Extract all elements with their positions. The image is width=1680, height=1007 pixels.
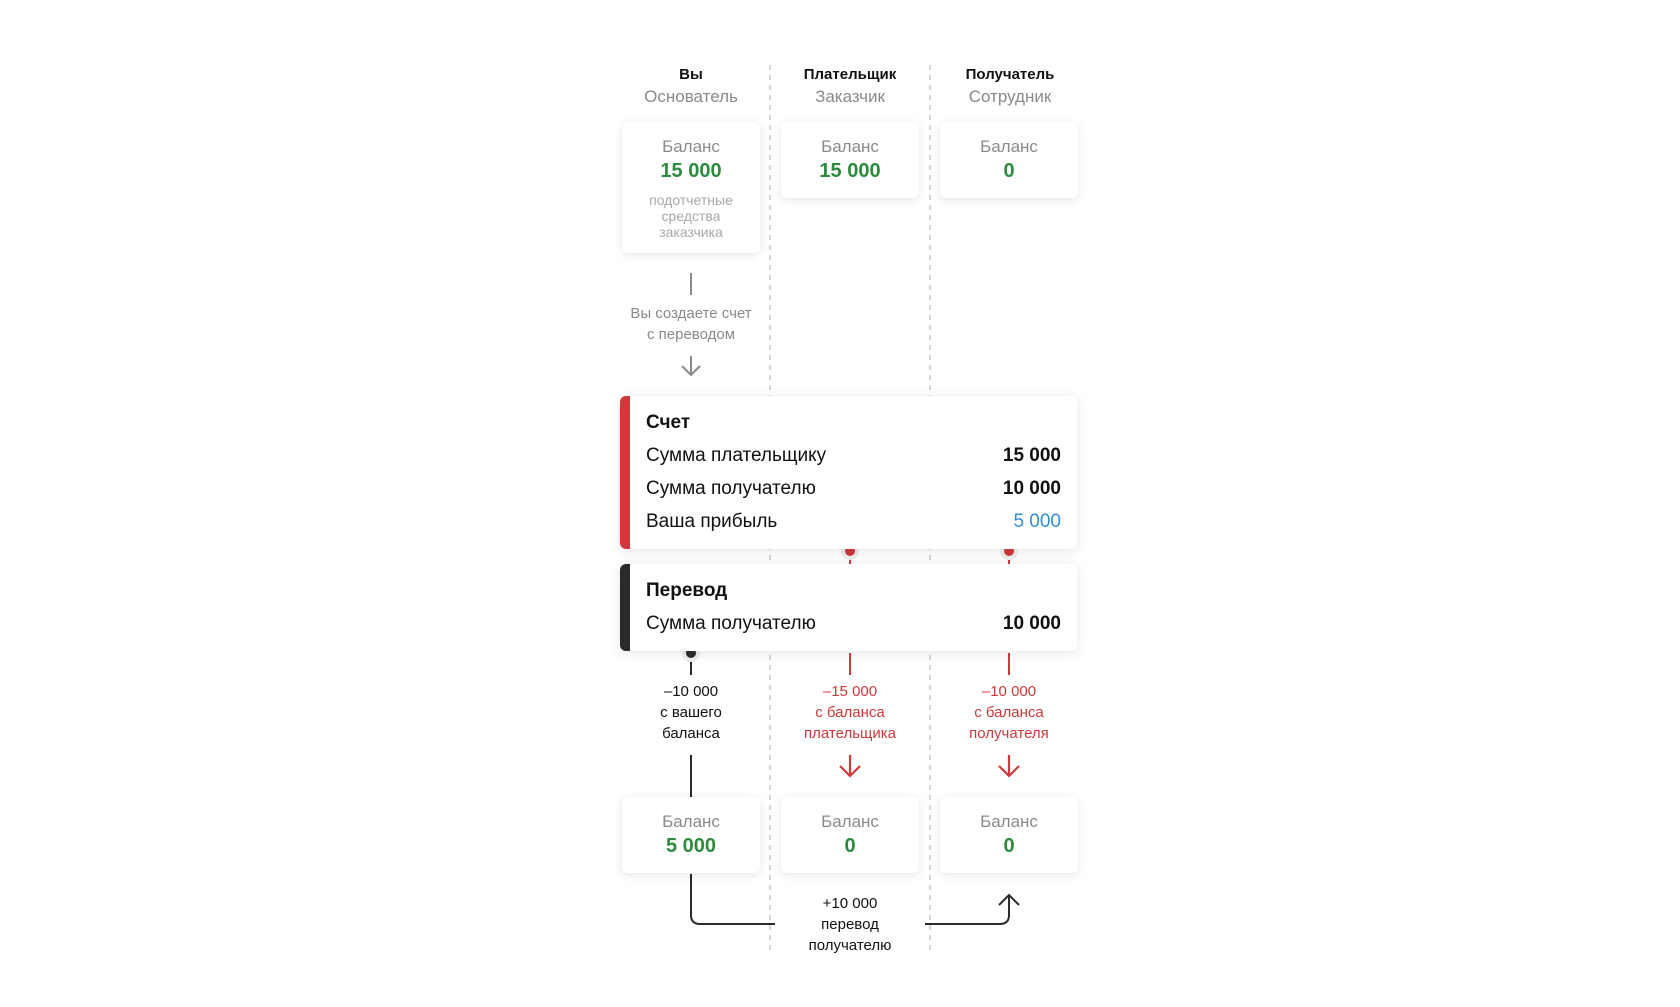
invoice-panel <box>620 396 1077 549</box>
balance-label: Баланс <box>821 812 879 831</box>
create-step-text <box>616 303 766 345</box>
deduction-arrow-icon-col3 <box>999 755 1019 776</box>
balance-label: Баланс <box>980 137 1038 156</box>
create-step-arrow-icon <box>682 356 700 375</box>
deduction-line-2: с вашего <box>660 704 722 721</box>
transfer-panel <box>620 564 1077 651</box>
balance-value: 15 000 <box>660 160 722 182</box>
transfer-row-value: 10 000 <box>1002 613 1061 634</box>
balance-card-recipient-initial <box>940 122 1078 198</box>
transfer-note-line-2: перевод <box>821 916 879 933</box>
invoice-row-label: Ваша прибыль <box>646 511 778 532</box>
deduction-line-2: с баланса <box>974 704 1044 721</box>
invoice-row <box>646 478 1061 500</box>
deduction-line-3: плательщика <box>804 725 896 742</box>
invoice-row-value: 15 000 <box>1002 445 1061 466</box>
column-role: Вы <box>679 66 703 83</box>
balance-note: подотчетные средства заказчика <box>649 192 733 240</box>
balance-value: 5 000 <box>665 835 717 857</box>
column-header-you <box>611 65 771 109</box>
balance-card-you-final <box>622 797 760 873</box>
deduction-text-payer <box>775 681 925 744</box>
balance-label: Баланс <box>980 812 1038 831</box>
balance-value: 0 <box>1003 835 1015 857</box>
deduction-arrow-icon-col2 <box>840 755 860 776</box>
balance-card-payer-final <box>781 797 919 873</box>
deduction-amount: –10 000 <box>981 683 1037 700</box>
create-step-line-1: Вы создаете счет <box>630 305 752 322</box>
deduction-text-recipient <box>934 681 1084 744</box>
transfer-row <box>646 613 1061 635</box>
transfer-title: Перевод <box>646 580 728 601</box>
deduction-amount: –15 000 <box>822 683 878 700</box>
column-role: Получатель <box>965 66 1055 83</box>
deduction-line-3: получателя <box>969 725 1049 742</box>
profit-value: 5 000 <box>1013 511 1061 532</box>
deduction-line-3: баланса <box>662 725 720 742</box>
balance-value: 0 <box>1003 160 1015 182</box>
transfer-accent-bar <box>620 564 630 651</box>
deduction-text-you <box>616 681 766 744</box>
deduction-line-2: с баланса <box>815 704 885 721</box>
balance-label: Баланс <box>821 137 879 156</box>
balance-label: Баланс <box>662 812 720 831</box>
invoice-row-label: Сумма получателю <box>646 478 816 499</box>
invoice-row <box>646 445 1061 467</box>
invoice-row-value: 10 000 <box>1002 478 1061 499</box>
column-subtitle: Заказчик <box>815 87 885 106</box>
balance-value: 15 000 <box>819 160 881 182</box>
invoice-row-label: Сумма плательщику <box>646 445 827 466</box>
column-header-payer <box>770 65 930 109</box>
balance-label: Баланс <box>662 137 720 156</box>
balance-card-payer-initial <box>781 122 919 198</box>
column-role: Плательщик <box>803 66 897 83</box>
invoice-row <box>646 511 1061 533</box>
invoice-title: Счет <box>646 412 691 433</box>
balance-value: 0 <box>844 835 856 857</box>
balance-card-you-initial <box>622 122 760 253</box>
transfer-row-label: Сумма получателю <box>646 613 816 634</box>
transfer-note <box>775 893 925 956</box>
transfer-note-amount: +10 000 <box>822 895 878 912</box>
column-header-recipient <box>930 65 1090 109</box>
column-subtitle: Основатель <box>644 87 738 106</box>
create-step-line-2: с переводом <box>646 326 736 343</box>
balance-card-recipient-final <box>940 797 1078 873</box>
deduction-amount: –10 000 <box>663 683 719 700</box>
transfer-note-line-3: получателю <box>808 937 892 954</box>
column-subtitle: Сотрудник <box>968 87 1052 106</box>
invoice-accent-bar <box>620 396 630 549</box>
